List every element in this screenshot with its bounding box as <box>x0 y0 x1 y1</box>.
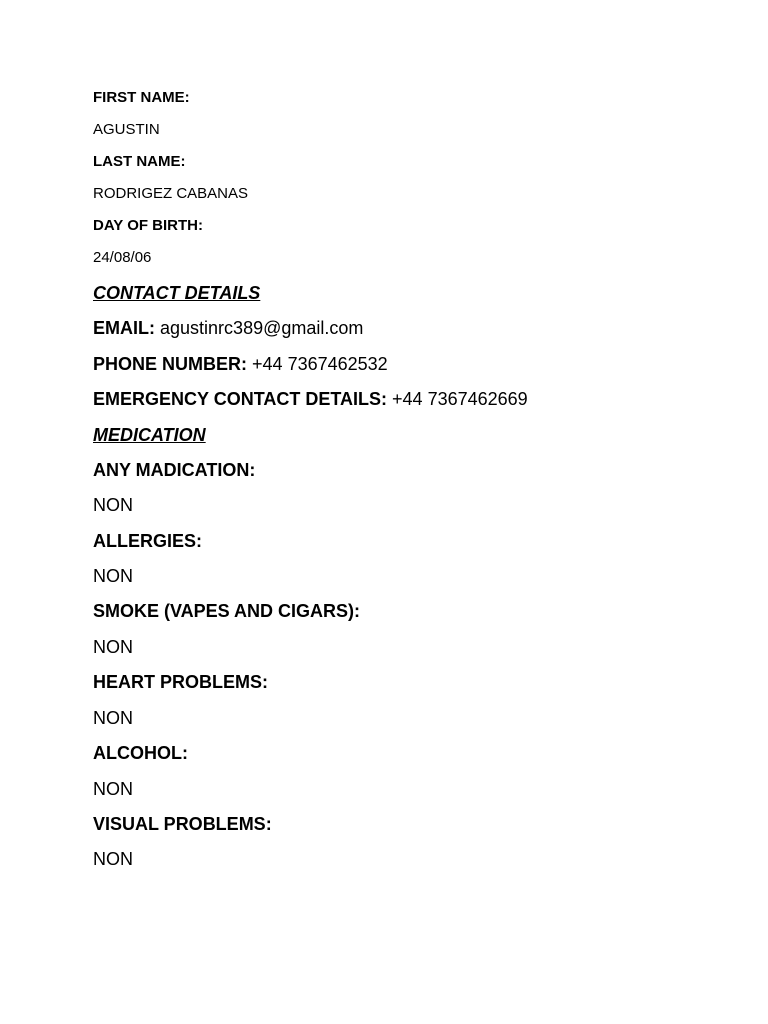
heart-problems-label: HEART PROBLEMS: <box>93 672 268 692</box>
emergency-contact-row <box>93 390 528 408</box>
allergies-value: NON <box>93 566 133 586</box>
phone-value: +44 7367462532 <box>252 354 388 374</box>
alcohol-value: NON <box>93 779 133 799</box>
smoke-value: NON <box>93 637 133 657</box>
contact-details-heading: CONTACT DETAILS <box>93 283 261 303</box>
any-medication-label: ANY MADICATION: <box>93 460 256 480</box>
visual-problems-label: VISUAL PROBLEMS: <box>93 814 272 834</box>
last-name-value: RODRIGEZ CABANAS <box>93 185 249 202</box>
dob-value: 24/08/06 <box>93 249 152 266</box>
emergency-contact-label: EMERGENCY CONTACT DETAILS: <box>93 389 388 409</box>
first-name-value: AGUSTIN <box>93 121 160 138</box>
alcohol-label: ALCOHOL: <box>93 743 188 763</box>
smoke-label: SMOKE (VAPES AND CIGARS): <box>93 601 361 621</box>
emergency-contact-value: +44 7367462669 <box>392 389 528 409</box>
dob-label: DAY OF BIRTH: <box>93 217 204 234</box>
email-row <box>93 319 363 337</box>
visual-problems-value: NON <box>93 849 133 869</box>
allergies-label: ALLERGIES: <box>93 531 203 551</box>
email-label: EMAIL: <box>93 318 155 338</box>
last-name-label: LAST NAME: <box>93 153 186 170</box>
first-name-label: FIRST NAME: <box>93 89 190 106</box>
phone-row <box>93 355 388 373</box>
phone-label: PHONE NUMBER: <box>93 354 248 374</box>
email-value: agustinrc389@gmail.com <box>160 318 364 338</box>
heart-problems-value: NON <box>93 708 133 728</box>
medication-heading: MEDICATION <box>93 425 206 445</box>
any-medication-value: NON <box>93 495 133 515</box>
